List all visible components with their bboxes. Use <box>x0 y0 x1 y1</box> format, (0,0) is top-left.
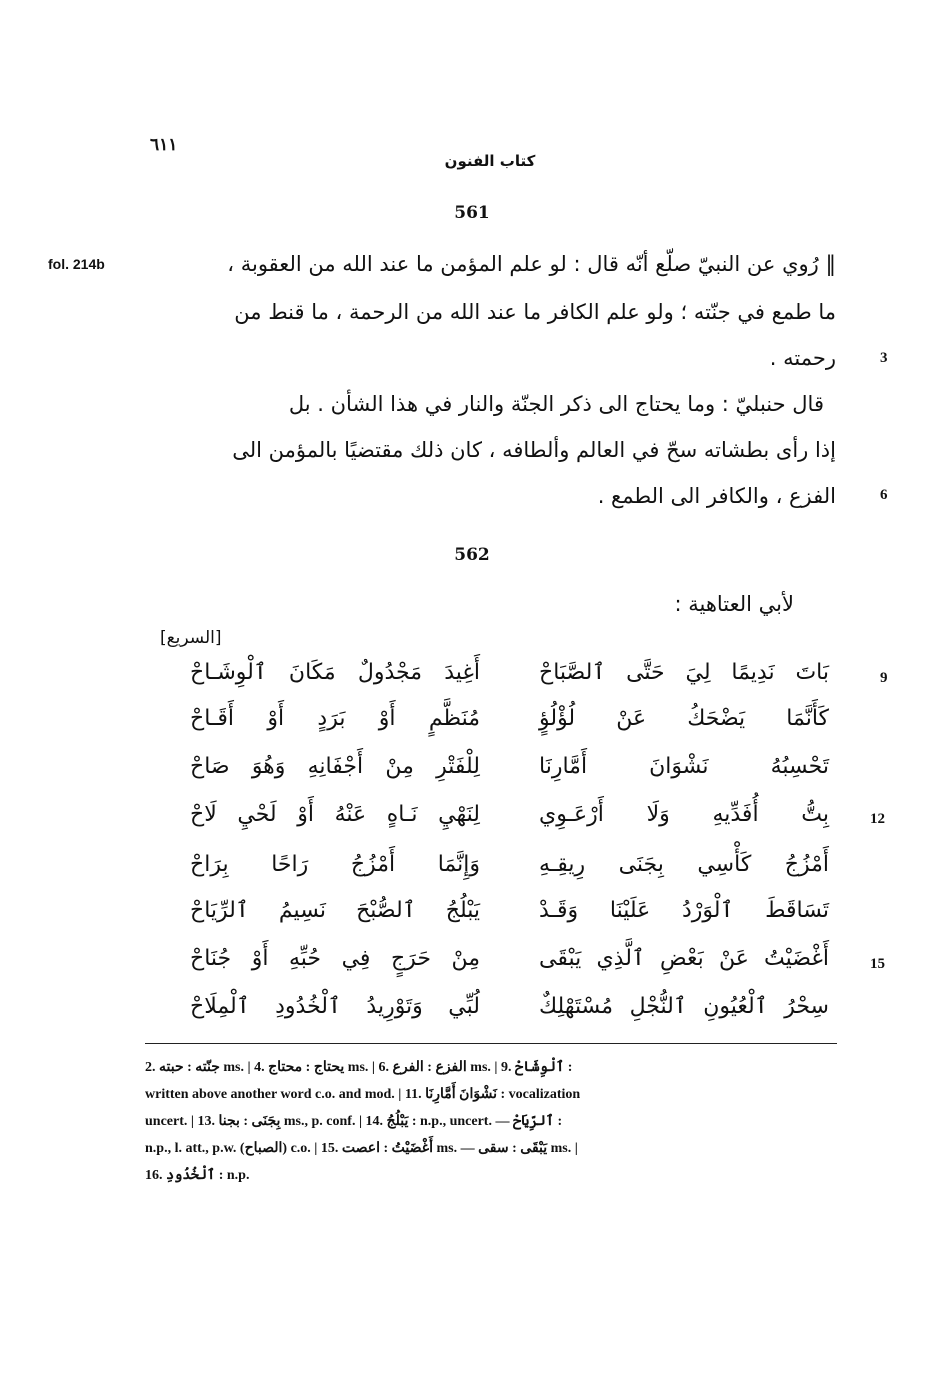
verse-7-first-hemistich: أَغْضَيْتُ عَنْ بَعْضِ ٱلَّذِي يَبْقَى <box>539 946 829 971</box>
verse-7-second-hemistich: مِنْ حَرَجٍ فِي حُبِّهِ أَوْ جُنَاحْ <box>190 946 480 971</box>
verse-3-first-hemistich: تَحْسِبُهُ نَشْوَانَ أَمَّارِنَا <box>539 754 829 779</box>
verse-6-first-hemistich: تَسَاقَطَ ٱلْوَرْدُ عَلَيْنَا وَقَـدْ <box>539 898 829 923</box>
verse-5-second-hemistich: وَإِنَّمَا أَمْزُجُ رَاحًا بِرَاحْ <box>190 852 480 877</box>
verse-2-second-hemistich: مُنَظَّمٍ أَوْ بَرَدٍ أَوْ أَقَـاحْ <box>190 706 480 731</box>
prose-line-4: قال حنبليّ : وما يحتاج الى ذكر الجنّة والنار في هذا الشأن . بل <box>288 392 824 416</box>
running-title: كتاب الفنون <box>444 152 536 170</box>
prose-line-2: ما طمع في جنّته ؛ ولو علم الكافر ما عند الله من الرحمة ، ما قنط من <box>234 300 836 324</box>
section-number-562: 562 <box>454 545 490 565</box>
page-number: ٦١١ <box>150 135 178 155</box>
prose-line-5: إذا رأى بطشاته سحّ في العالم وألطافه ، كان ذلك مقتضيًا بالمؤمن الى <box>232 438 836 462</box>
apparatus-line-1: 2. جنّته : حبته ms. | 4. يحتاج : محتاج ms. | 6. الفزع : الفرع ms. | 9. ٱلْوِشَاحْ : <box>145 1060 573 1075</box>
apparatus-line-5: 16. ٱلْخُدُودِ : n.p. <box>145 1168 250 1183</box>
verse-8-first-hemistich: سِحْرُ ٱلْعُيُونِ ٱلنُّجْلِ مُسْتَهْلِكٌ <box>539 994 829 1019</box>
verse-8-second-hemistich: لُبِّي وَتَوْرِيدُ ٱلْخُدُودِ ٱلْمِلَاحْ <box>190 994 480 1019</box>
verse-1-first-hemistich: بَاتَ نَدِيمًا لِيَ حَتَّى ٱلصَّبَاحْ <box>539 660 829 685</box>
line-number-3: 3 <box>880 350 888 366</box>
apparatus-line-4: n.p., l. att., p.w. (الصباح) c.o. | 15. أَغْضَيْتُ : اعصت ms. — يَبْقَى : سقى ms. | <box>145 1141 578 1156</box>
line-number-12: 12 <box>870 811 885 827</box>
apparatus-line-3: uncert. | 13. بِجَنَى : بجنا ms., p. conf. | 14. يَبْلُجُ : n.p., uncert. — ٱلرِّيَاحْ : <box>145 1114 563 1129</box>
line-number-15: 15 <box>870 956 885 972</box>
critical-apparatus <box>145 1054 837 1189</box>
verse-4-first-hemistich: بِتُّ أُفَدِّيهِ وَلَا أَرْعَـوِي <box>539 802 829 827</box>
line-number-9: 9 <box>880 670 888 686</box>
section-number-561: 561 <box>454 203 490 223</box>
verse-3-second-hemistich: لِلْفَتْرِ مِنْ أَجْفَانِهِ وَهُوَ صَاحْ <box>190 754 480 779</box>
verse-1-second-hemistich: أَغِيدَ مَجْدُولٌ مَكَانَ ٱلْوِشَـاحْ <box>190 660 480 685</box>
prose-line-1: ‖ رُوي عن النبيّ صلّع أنّه قال : لو علم المؤمن ما عند الله من العقوبة ، <box>227 252 836 276</box>
verse-2-first-hemistich: كَأَنَّمَا يَضْحَكُ عَنْ لُؤْلُؤٍ <box>539 706 829 731</box>
meter-label: [السريع] <box>160 628 222 648</box>
verse-6-second-hemistich: يَبْلُجُ ٱلصُّبْحَ نَسِيمُ ٱلرِّيَاحْ <box>190 898 480 923</box>
footnote-rule <box>145 1043 837 1044</box>
folio-marker: fol. 214b <box>48 256 105 272</box>
apparatus-line-2: written above another word c.o. and mod. | 11. نَشْوَانَ أَمَّارِنَا : vocalization <box>145 1087 581 1102</box>
prose-line-6: الفزع ، والكافر الى الطمع . <box>597 484 836 508</box>
verse-4-second-hemistich: لِنَهْيِ نَـاهٍ عَنْهُ أَوْ لَحْيِ لَاحْ <box>190 802 480 827</box>
verse-5-first-hemistich: أَمْزُجُ كَأْسِي بِجَنَى رِيقِـهِ <box>539 852 829 877</box>
verse-intro: لأبي العتاهية : <box>674 592 794 616</box>
line-number-6: 6 <box>880 487 888 503</box>
prose-line-3: رحمته . <box>769 346 836 370</box>
